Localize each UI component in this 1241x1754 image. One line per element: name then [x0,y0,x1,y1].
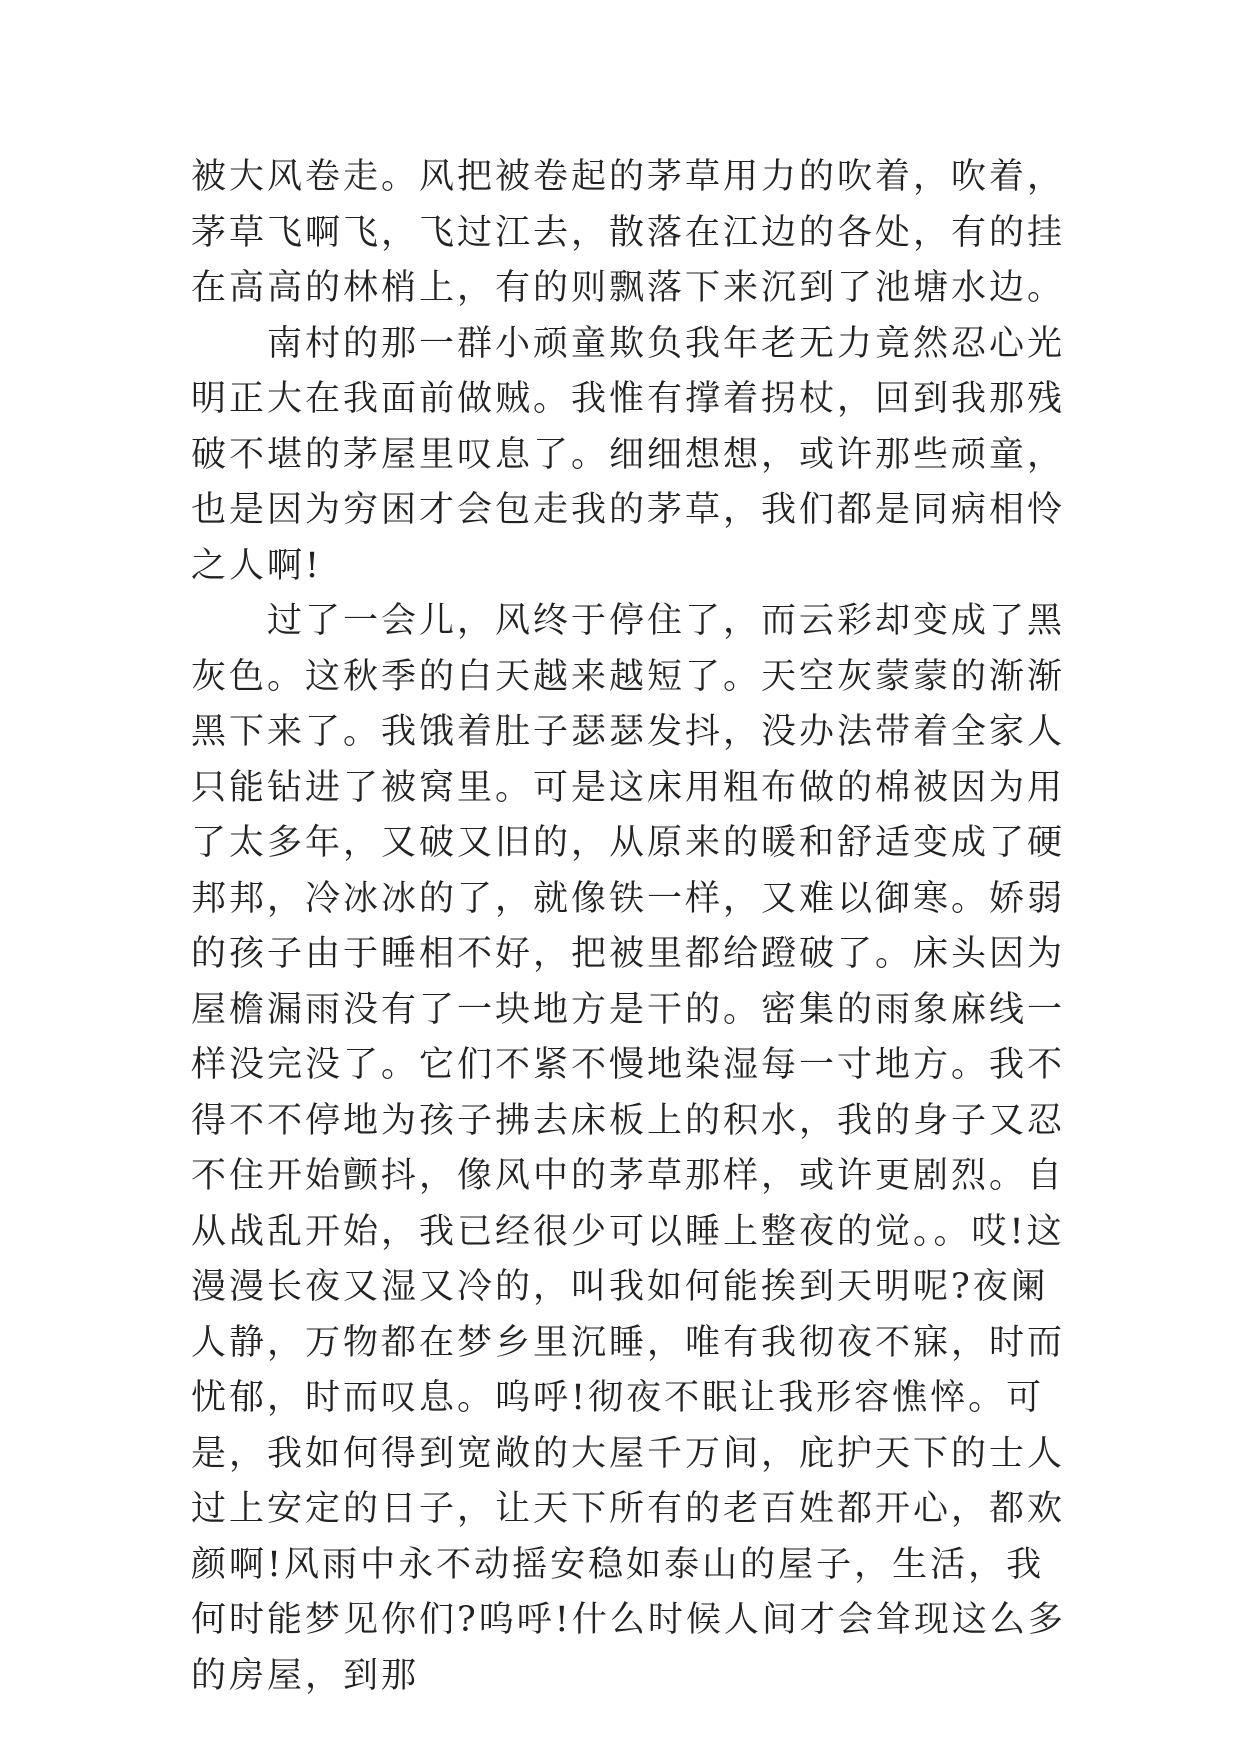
body-text [191,150,1071,1704]
paragraph-3: 过了一会儿，风终于停住了，而云彩却变成了黑灰色。这秋季的白天越来越短了。天空灰蒙蒙的渐渐黑下来了。我饿着肚子瑟瑟发抖，没办法带着全家人只能钻进了被窝里。可是这床用粗布做的棉被因为用了太多年，又破又旧的，从原来的暖和舒适变成了硬邦邦，冷冰冰的了，就像铁一样，又难以御寒。娇弱的孩子由于睡相不好，把被里都给蹬破了。床头因为屋檐漏雨没有了一块地方是干的。密集的雨象麻线一样没完没了。它们不紧不慢地染湿每一寸地方。我不得不不停地为孩子拂去床板上的积水，我的身子又忍不住开始颤抖，像风中的茅草那样，或许更剧烈。自从战乱开始，我已经很少可以睡上整夜的觉。。哎!这漫漫长夜又湿又冷的，叫我如何能挨到天明呢?夜阑人静，万物都在梦乡里沉睡，唯有我彻夜不寐，时而忧郁，时而叹息。呜呼!彻夜不眠让我形容憔悴。可是，我如何得到宽敞的大屋千万间，庇护天下的士人过上安定的日子，让天下所有的老百姓都开心，都欢颜啊!风雨中永不动摇安稳如泰山的屋子，生活，我何时能梦见你们?呜呼!什么时候人间才会耸现这么多的房屋，到那 [191,601,1066,1696]
paragraph-1: 被大风卷走。风把被卷起的茅草用力的吹着，吹着，茅草飞啊飞，飞过江去，散落在江边的各处，有的挂在高高的林梢上，有的则飘落下来沉到了池塘水边。 [191,157,1066,308]
paragraph-2: 南村的那一群小顽童欺负我年老无力竟然忍心光明正大在我面前做贼。我惟有撑着拐杖，回到我那残破不堪的茅屋里叹息了。细细想想，或许那些顽童，也是因为穷困才会包走我的茅草，我们都是同病相怜之人啊! [191,323,1066,586]
